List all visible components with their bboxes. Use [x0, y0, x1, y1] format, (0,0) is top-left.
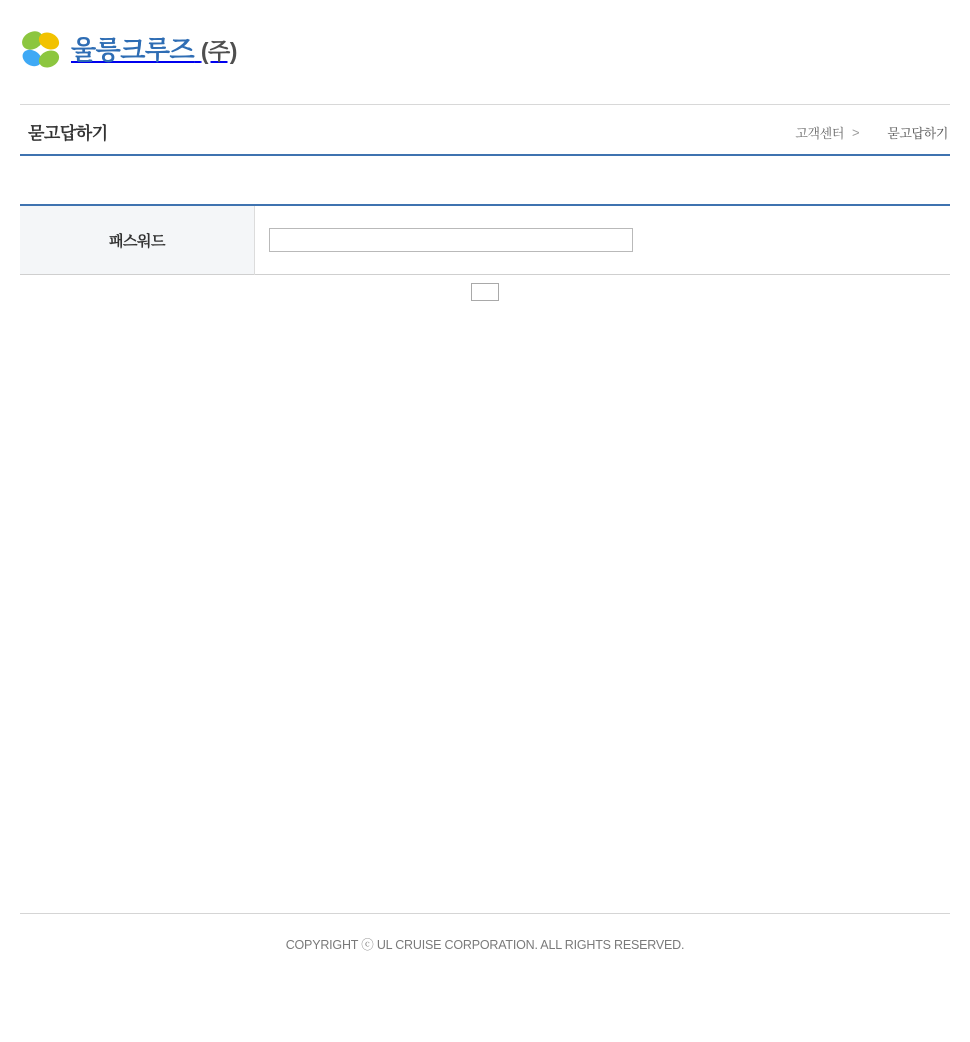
breadcrumb-separator: >	[852, 125, 860, 140]
site-logo[interactable]	[20, 28, 237, 72]
content-spacer	[20, 156, 950, 204]
breadcrumb-parent[interactable]: 고객센터	[795, 126, 844, 141]
logo-text-suffix: (주)	[200, 38, 237, 64]
four-petal-flower-icon	[20, 28, 62, 72]
page-title: 묻고답하기	[28, 124, 108, 143]
table-row	[20, 205, 950, 275]
logo-text	[71, 37, 237, 63]
copyright-text: COPYRIGHT ⓒ UL CRUISE CORPORATION. ALL RIGHTS RESERVED.	[285, 938, 685, 952]
password-form-table	[20, 204, 950, 275]
site-footer	[20, 913, 950, 953]
submit-button[interactable]	[471, 283, 499, 301]
breadcrumb-current: 묻고답하기	[887, 126, 948, 141]
breadcrumb	[795, 123, 948, 142]
logo-text-main: 울릉크루즈	[71, 35, 195, 65]
password-label: 패스워드	[20, 205, 255, 275]
main-content	[20, 156, 950, 305]
password-field-cell	[255, 205, 951, 275]
page-title-bar	[20, 104, 950, 156]
submit-row	[20, 275, 950, 305]
password-input[interactable]	[269, 228, 633, 252]
site-header	[0, 0, 970, 104]
